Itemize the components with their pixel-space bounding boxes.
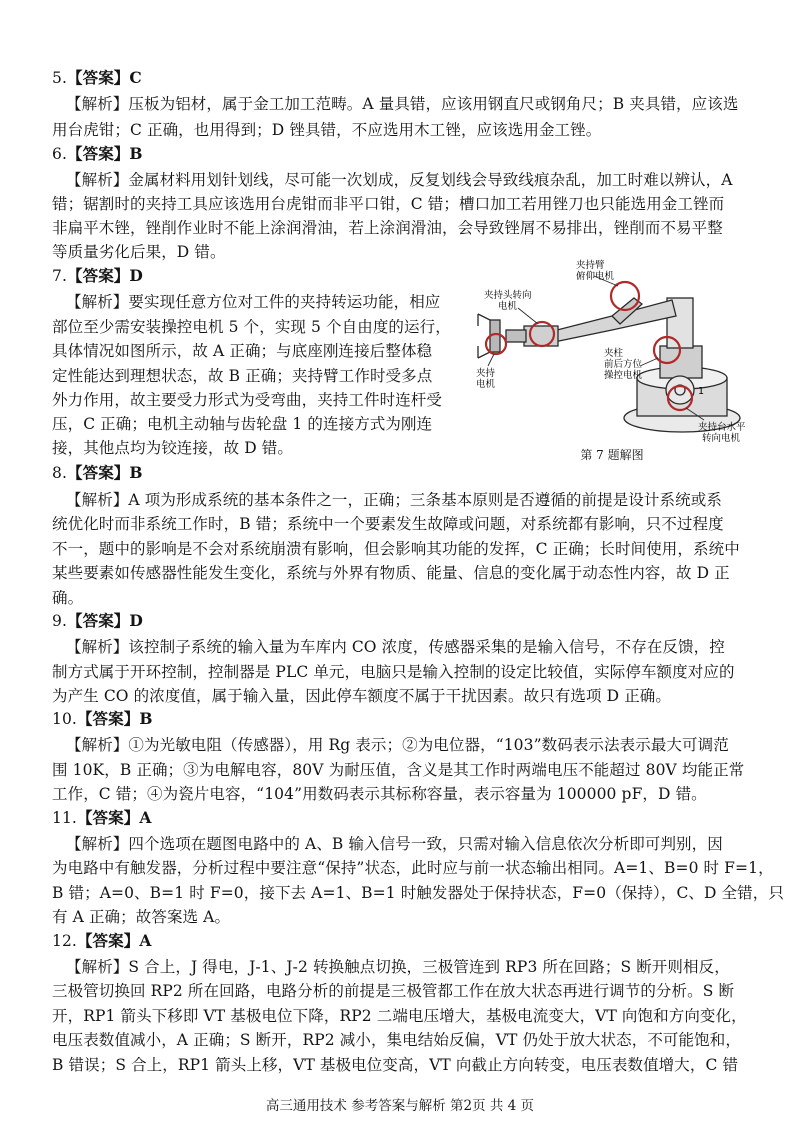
- item-12-answer: 12.【答案】A: [52, 931, 152, 950]
- item-9-line: 【解析】该控制子系统的输入量为车库内 CO 浓度，传感器采集的是输入信号，不存在反馈，控: [66, 638, 725, 656]
- item-10-line: 【解析】①为光敏电阻（传感器），用 Rg 表示；②为电位器，“103”数码表示法表示最大可调范: [66, 736, 729, 754]
- figure-caption: 第 7 题解图: [580, 448, 644, 462]
- item-8-line: 某些要素如传感器性能发生变化，系统与外界有物质、能量、信息的变化属于动态性内容，故 D 正: [52, 564, 730, 582]
- item-11-line: 有 A 正确；故答案选 A。: [52, 908, 231, 926]
- item-11-line: B 错；A=0、B=1 时 F=0，接下去 A=1、B=1 时触发器处于保持状态，F=0（保持），C、D 全错，只: [52, 884, 784, 902]
- item-10-line: 工作，C 错；④为瓷片电容，“104”用数码表示其标称容量，表示容量为 100000 pF，D 错。: [52, 785, 707, 803]
- front-motor-label: 操控电机: [604, 370, 643, 381]
- item-12-line: 【解析】S 合上，J 得电，J-1、J-2 转换触点切换，三极管连到 RP3 所在回路；S 断开则相反，: [66, 958, 730, 976]
- item-7-answer: 7.【答案】D: [52, 266, 143, 285]
- item-6-answer: 6.【答案】B: [52, 144, 143, 163]
- item-6-line: 错；锯割时的夹持工具应该选用台虎钳而非平口钳，C 错；槽口加工若用锉刀也只能选用金工锉而: [52, 195, 725, 213]
- robot-arm-figure: [462, 258, 762, 468]
- item-11-line: 【解析】四个选项在题图电路中的 A、B 输入信号一致，只需对输入信息依次分析即可判别，因: [66, 835, 723, 853]
- item-9-answer: 9.【答案】D: [52, 611, 143, 630]
- base-motor-label: 转向电机: [702, 433, 741, 444]
- item-12-line: 电压表数值减小，A 正确；S 断开，RP2 减小，集电结始反偏，VT 仍处于放大状态，不可能饱和，: [52, 1031, 741, 1049]
- item-7-line: 外力作用，故主要受力形式为受弯曲，夹持工件时连杆受: [52, 391, 443, 409]
- item-10-line: 围 10K，B 正确；③为电解电容，80V 为耐压值，含义是其工作时两端电压不能超过 80V 均能正常: [52, 761, 745, 779]
- base-motor-label: 夹持台水平: [698, 422, 746, 433]
- item-6-line: 等质量劣化后果，D 错。: [52, 243, 226, 261]
- item-12-line: 开，RP1 箭头下移即 VT 基极电位下降，RP2 二端电压增大，基极电流变大，VT 向饱和方向变化，: [52, 1007, 747, 1025]
- item-7-line: 【解析】要实现任意方位对工件的夹持转运功能，相应: [66, 293, 441, 311]
- front-motor-label: 前后方位: [604, 359, 643, 370]
- item-11-answer: 11.【答案】A: [52, 808, 152, 827]
- item-9-line: 为产生 CO 的浓度值，属于输入量，因此停车额度不属于干扰因素。故只有选项 D 正确。: [52, 687, 672, 705]
- item-8-answer: 8.【答案】B: [52, 463, 143, 482]
- front-motor-label: 夹柱: [604, 348, 624, 359]
- arm-motor-label: 夹持臂: [576, 260, 605, 271]
- gear-disc-label: 1: [698, 386, 705, 397]
- head-motor-label: 夹持头转向: [484, 290, 532, 301]
- item-5-line: 用台虎钳；C 正确，也用得到；D 锉具错，不应选用木工锉，应该选用金工锉。: [52, 121, 602, 139]
- item-7-line: 定性能达到理想状态，故 B 正确；夹持臂工作时受多点: [52, 367, 433, 385]
- item-7-line: 部位至少需安装操控电机 5 个，实现 5 个自由度的运行，: [52, 318, 451, 336]
- item-10-answer: 10.【答案】B: [52, 709, 153, 728]
- item-7-line: 压，C 正确；电机主动轴与齿轮盘 1 的连接方式为刚连: [52, 415, 433, 433]
- grip-motor-label: 电机: [476, 379, 496, 390]
- arm-motor-label: 俯仰电机: [576, 271, 615, 282]
- item-8-line: 统优化时而非系统工作时，B 错；系统中一个要素发生故障或问题，对系统都有影响，只不过程度: [52, 515, 724, 533]
- item-9-line: 制方式属于开环控制，控制器是 PLC 单元，电脑只是输入控制的设定比较值，实际停车额度对应的: [52, 663, 735, 681]
- item-6-line: 非扁平木锉，锉削作业时不能上涂润滑油，若上涂润滑油，会导致锉屑不易排出，锉削而不易平整: [52, 219, 723, 237]
- item-8-line: 【解析】A 项为形成系统的基本条件之一，正确；三条基本原则是否遵循的前提是设计系统或系: [66, 491, 722, 509]
- item-8-line: 确。: [52, 589, 84, 607]
- grip-motor-label: 夹持: [476, 368, 496, 379]
- robot-arm-drawing: [462, 258, 762, 448]
- item-7-line: 具体情况如图所示，故 A 正确；与底座刚连接后整体稳: [52, 342, 433, 360]
- item-11-line: 为电路中有触发器，分析过程中要注意“保持”状态，此时应与前一状态输出相同。A=1、B=0 时 F=1，: [52, 859, 774, 877]
- item-8-line: 不一，题中的影响是不会对系统崩溃有影响，但会影响其功能的发挥，C 正确；长时间使用，系统中: [52, 540, 740, 558]
- item-12-line: 三极管切换回 RP2 所在回路，电路分析的前提是三极管都工作在放大状态再进行调节的分析。S 断: [52, 982, 735, 1000]
- head-motor-label: 电机: [498, 301, 518, 312]
- item-5-line: 【解析】压板为铝材，属于金工加工范畴。A 量具错，应该用钢直尺或钢角尺；B 夹具错，应该选: [66, 95, 739, 113]
- page-footer: 高三通用技术 参考答案与解析 第2页 共 4 页: [265, 1098, 535, 1114]
- item-5-answer: 5.【答案】C: [52, 68, 142, 87]
- item-12-line: B 错误；S 合上，RP1 箭头上移，VT 基极电位变高，VT 向截止方向转变，电压表数值增大，C 错: [52, 1056, 739, 1074]
- item-7-line: 接，其他点均为铰连接，故 D 错。: [52, 439, 293, 457]
- item-6-line: 【解析】金属材料用划针划线，尽可能一次划成，反复划线会导致线痕杂乱，加工时难以辨认，A: [66, 171, 733, 189]
